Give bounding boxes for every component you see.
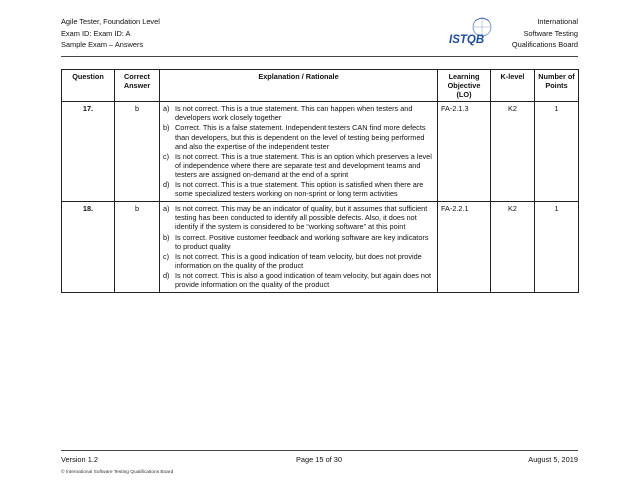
explanation-item: d) Is not correct. This is also a good indication of team velocity, but again does not provide information on the quality of the product [163,270,432,289]
explanation-item: a) Is not correct. This is a true statement. This can happen when testers and developers work closely together [163,104,413,123]
header-org-line-1: International [537,17,578,26]
col-header-correct-answer: Correct Answer [115,70,160,102]
header-doc-title: Agile Tester, Foundation Level [61,17,160,26]
learning-objective: FA-2.1.3 [438,102,491,202]
footer-date: August 5, 2019 [528,455,578,464]
header-right [512,16,578,51]
footer-page-number: Page 15 of 30 [295,455,343,464]
k-level: K2 [491,102,535,202]
col-header-learning-objective: Learning Objective (LO) [438,70,491,102]
header-divider [61,56,578,57]
explanation-item: d) Is not correct. This is a true statement. This option is satisfied when there are some specialized testers working on non-sprint or long term activities [163,180,424,199]
table-row [62,102,579,202]
explanation-item: b) Correct. This is a false statement. Independent testers CAN find more defects than developers, but this is dependent on the level of testing being performed and also the expertise of the independent tester [163,123,426,151]
question-number: 17. [62,102,115,202]
table-row [62,202,579,293]
header-org-line-3: Qualifications Board [511,40,578,50]
table-header-row [62,70,579,102]
footer-copyright: © International Software Testing Qualifications Board [61,470,174,475]
correct-answer: b [115,202,160,293]
correct-answer: b [115,102,160,202]
explanation-item: c) Is not correct. This is a true statement. This is an option which preserves a level of independence where there are separate test and development teams and testers are assigned on-demand at the end of a sprint [163,151,432,179]
explanation-item: a) Is not correct. This may be an indicator of quality, but it assumes that sufficient testing has been conducted to identify all possible defects. Also, it does not identify if the system is considered to be “working software” at this point [163,204,428,232]
col-header-points: Number of Points [535,70,579,102]
col-header-k-level: K-level [491,70,535,102]
explanation-cell [160,102,438,202]
col-header-question: Question [62,70,115,102]
footer-divider [61,450,578,451]
footer-version: Version 1.2 [61,455,98,464]
explanation-item: c) Is not correct. This is a good indication of team velocity, but does not provide information on the quality of the product [163,251,422,270]
istqb-logo [448,17,494,47]
points: 1 [535,102,579,202]
logo-text: ISTQB [449,34,485,46]
header-exam-id: Exam ID: Exam ID: A [61,28,131,38]
question-number: 18. [62,202,115,293]
explanation-cell [160,202,438,293]
header-org-line-2: Software Testing [523,28,578,38]
col-header-explanation: Explanation / Rationale [160,70,438,102]
points: 1 [535,202,579,293]
k-level: K2 [491,202,535,293]
explanation-item: b) Is correct. Positive customer feedback and working software are key indicators to product quality [163,232,429,251]
header-doc-subtitle: Sample Exam – Answers [61,40,144,50]
header-left [61,16,160,51]
answers-table [61,69,579,293]
learning-objective: FA-2.2.1 [438,202,491,293]
